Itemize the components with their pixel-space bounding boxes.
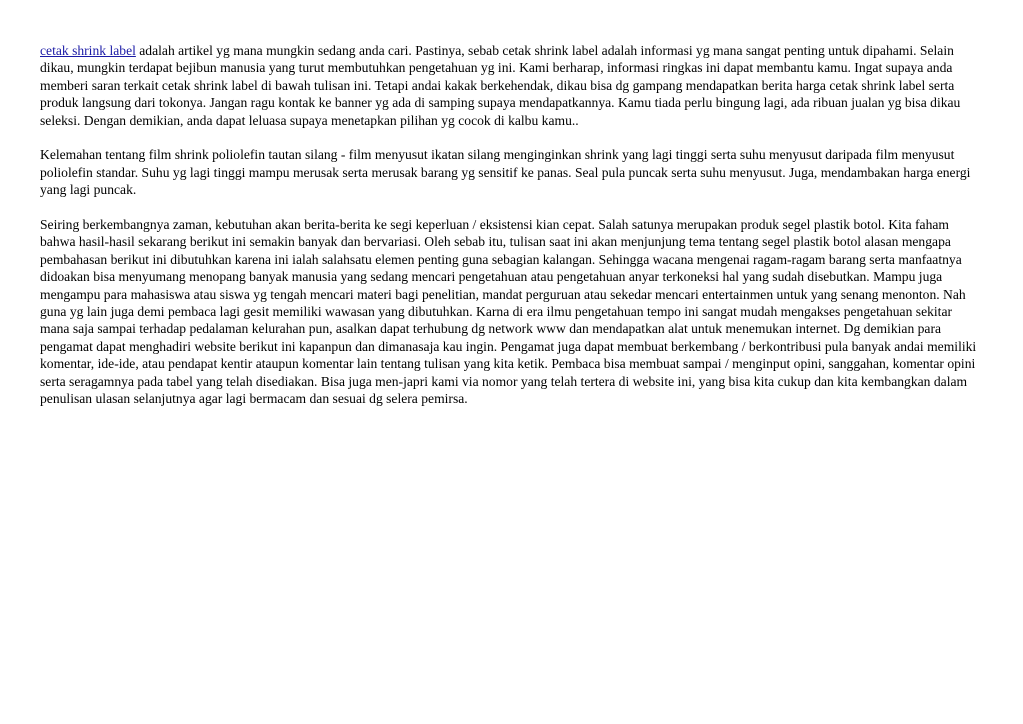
article-body bbox=[40, 42, 982, 425]
cetak-shrink-label-link[interactable]: cetak shrink label bbox=[40, 43, 136, 58]
paragraph-intro-text: adalah artikel yg mana mungkin sedang anda cari. Pastinya, sebab cetak shrink label adalah informasi yg mana sangat penting untuk dipahami. Selain dikau, mungkin terdapat bejibun manusia yang turut membutuhkan pengetahuan yg ini. Kami berharap, informasi ringkas ini dapat membantu kamu. Ingat supaya anda memberi saran terkait cetak shrink label di bawah tulisan ini. Tetapi andai kakak berkehendak, dikau bisa dg gampang mendapatkan berita harga cetak shrink label serta produk langsung dari tokonya. Jangan ragu kontak ke banner yg ada di samping supaya mendapatkannya. Kamu tiada perlu bingung lagi, ada ribuan jualan yg bisa dikau seleksi. Dengan demikian, anda dapat leluasa supaya menetapkan pilihan yg cocok di kalbu kamu.. bbox=[40, 43, 961, 128]
paragraph-intro bbox=[40, 42, 982, 129]
paragraph-kelemahan: Kelemahan tentang film shrink poliolefin tautan silang - film menyusut ikatan silang menginginkan shrink yang lagi tinggi serta suhu menyusut daripada film menyusut poliolefin standar. Suhu yg lagi tinggi mampu merusak serta merusak barang yg sensitif ke panas. Seal pula puncak serta suhu menyusut. Juga, mendambakan harga energi yang lagi puncak. bbox=[40, 147, 971, 198]
paragraph-seiring: Seiring berkembangnya zaman, kebutuhan akan berita-berita ke segi keperluan / eksistensi kian cepat. Salah satunya merupakan produk segel plastik botol. Kita faham bahwa hasil-hasil sekarang berikut ini semakin banyak dan bervariasi. Oleh sebab itu, tulisan saat ini akan menjunjung tema tentang segel plastik botol alasan mengapa pembahasan berikut ini dibutuhkan karena ini ialah salahsatu elemen penting guna sebagian kalangan. Sehingga wacana mengenai ragam-ragam barang serta manfaatnya didoakan bisa menyumang menopang banyak manusia yang sedang mencari pengetahuan atau pengetahuan anyar terkoneksi hal yang sudah disebutkan. Mampu juga mengampu para mahasiswa atau siswa yg tengah mencari materi bagi penelitian, mandat perguruan atau sekedar mencari entertainmen untuk yang senang menonton. Nah guna yg lain juga demi pembaca lagi gesit memiliki wawasan yang dibutuhkan. Karna di era ilmu pengetahuan tempo ini sangat mudah mengakses pengetahuan sekitar mana saja sampai terhadap pedalaman kelurahan pun, asalkan dapat terhubung dg network www dan mendapatkan alat untuk menemukan internet. Dg demikian para pengamat dapat menghadiri website berikut ini kapanpun dan dimanasaja kau ingin. Pengamat juga dapat membuat berkembang / berkontribusi pula banyak andai memiliki komentar, ide-ide, atau pendapat kentir ataupun komentar lain tentang tulisan yang kita ketik. Pembaca bisa membuat sampai / menginput opini, sanggahan, komentar opini serta seragamnya pada tabel yang telah disediakan. Bisa juga men-japri kami via nomor yang telah tertera di website ini, yang bisa kita cukup dan kita kembangkan dalam penulisan ulasan selanjutnya agar lagi bermacam dan sesuai dg selera pemirsa. bbox=[40, 217, 977, 407]
